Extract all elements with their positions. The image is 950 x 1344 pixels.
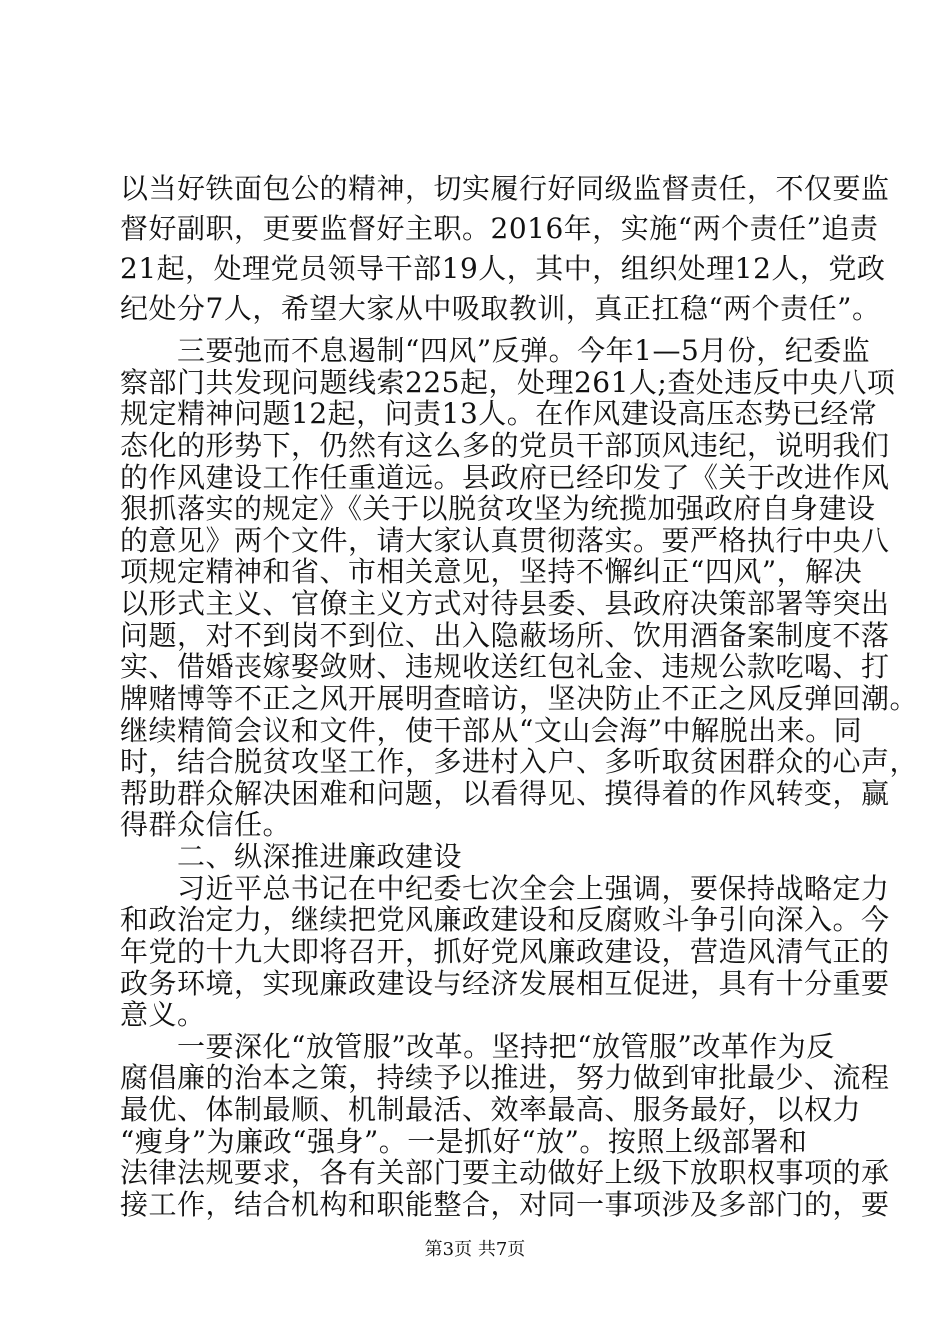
body-text-line: 态化的形势下，仍然有这么多的党员干部顶风违纪，说明我们 [120,429,890,462]
body-text-line: 的意见》两个文件，请大家认真贯彻落实。要严格执行中央八 [120,524,890,557]
body-text-line: 得群众信任。 [120,808,292,841]
body-text-line: 21起，处理党员领导干部19人，其中，组织处理12人，党政 [120,252,886,285]
body-text-line: 三要弛而不息遏制“四风”反弹。今年1—5月份，纪委监 [120,334,871,367]
body-text-line: 以形式主义、官僚主义方式对待县委、县政府决策部署等突出 [120,587,890,620]
body-text-line: 意义。 [120,998,206,1031]
body-text-line: 帮助群众解决困难和问题，以看得见、摸得着的作风转变，赢 [120,777,890,810]
body-text-line: 习近平总书记在中纪委七次全会上强调，要保持战略定力 [120,872,890,905]
body-text-line: 接工作，结合机构和职能整合，对同一事项涉及多部门的，要 [120,1188,890,1221]
body-text-line: 狠抓落实的规定》《关于以脱贫攻坚为统揽加强政府自身建设 [120,492,876,525]
body-text-line: 以当好铁面包公的精神，切实履行好同级监督责任，不仅要监 [120,172,890,205]
body-text-line: 督好副职，更要监督好主职。2016年，实施“两个责任”追责 [120,212,879,245]
section-heading: 二、纵深推进廉政建设 [120,840,463,873]
body-text-line: 的作风建设工作任重道远。县政府已经印发了《关于改进作风 [120,461,890,494]
body-text-line: 问题，对不到岗不到位、出入隐蔽场所、饮用酒备案制度不落 [120,619,890,652]
body-text-line: 年党的十九大即将召开，抓好党风廉政建设，营造风清气正的 [120,935,890,968]
body-text-line: 牌赌博等不正之风开展明查暗访，坚决防止不正之风反弹回潮。 [120,682,919,715]
body-text-line: 政务环境，实现廉政建设与经济发展相互促进，具有十分重要 [120,967,890,1000]
body-text-line: 腐倡廉的治本之策，持续予以推进，努力做到审批最少、流程 [120,1061,890,1094]
body-text-line: 纪处分7人，希望大家从中吸取教训，真正扛稳“两个责任”。 [120,292,881,325]
body-text-line: 实、借婚丧嫁娶敛财、违规收送红包礼金、违规公款吃喝、打 [120,650,890,683]
body-text-line: 时，结合脱贫攻坚工作，多进村入户、多听取贫困群众的心声， [120,745,919,778]
page-footer: 第3页 共7页 [424,1239,526,1260]
body-text-line: “瘦身”为廉政“强身”。一是抓好“放”。按照上级部署和 [120,1125,808,1158]
body-text-line: 和政治定力，继续把党风廉政建设和反腐败斗争引向深入。今 [120,903,890,936]
body-text-line: 最优、体制最顺、机制最活、效率最高、服务最好，以权力 [120,1093,862,1126]
body-text-line: 继续精简会议和文件，使干部从“文山会海”中解脱出来。同 [120,714,863,747]
body-text-line: 察部门共发现问题线索225起，处理261人;查处违反中央八项 [120,366,896,399]
body-text-line: 项规定精神和省、市相关意见，坚持不懈纠正“四风”，解决 [120,555,863,588]
body-text-line: 一要深化“放管服”改革。坚持把“放管服”改革作为反 [120,1030,835,1063]
body-text-line: 法律法规要求，各有关部门要主动做好上级下放职权事项的承 [120,1156,890,1189]
body-text-line: 规定精神问题12起，问责13人。在作风建设高压态势已经常 [120,397,878,430]
